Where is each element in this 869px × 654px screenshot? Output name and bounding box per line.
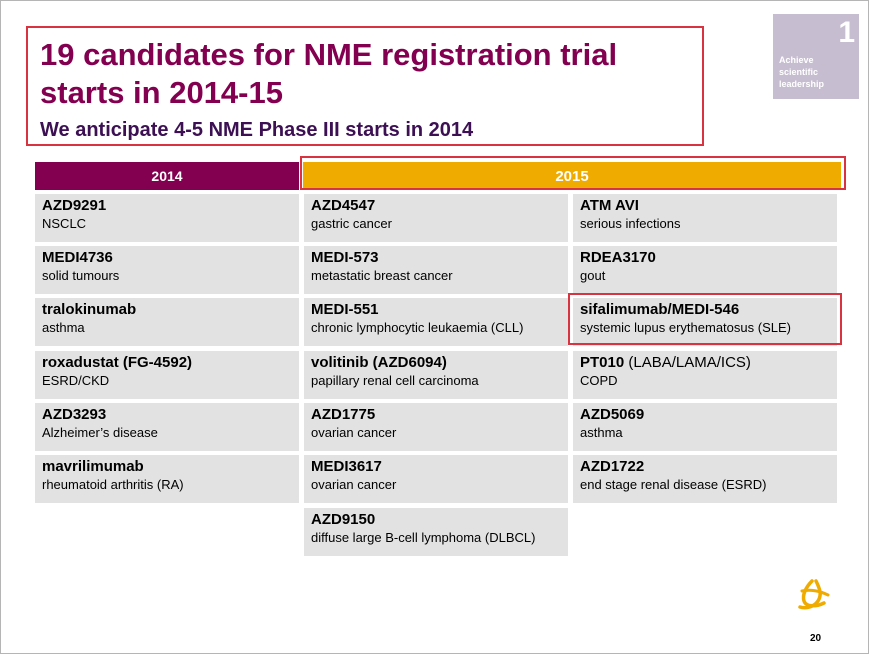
astrazeneca-logo-icon [796,577,832,613]
pipeline-cell [573,403,837,451]
indication: rheumatoid arthritis (RA) [42,477,184,492]
drug-name: MEDI4736 [42,249,113,266]
page-number: 20 [810,633,822,644]
drug-name: mavrilimumab [42,458,144,475]
pipeline-cell [573,246,837,294]
indication: asthma [42,320,85,335]
indication: Alzheimer’s disease [42,425,158,440]
drug-name: AZD1775 [311,406,376,423]
badge-text: Achieve scientific leadership [779,55,825,89]
header-2015: 2015 [303,162,841,190]
pipeline-cell [304,194,568,242]
section-badge [773,14,859,99]
drug-name-suffix: (LABA/LAMA/ICS) [624,354,751,371]
drug-name: roxadustat (FG-4592) [42,354,193,371]
pipeline-cell [304,246,568,294]
drug-name: AZD9291 [42,197,107,214]
drug-name: tralokinumab [42,301,137,318]
indication: metastatic breast cancer [311,268,453,283]
pipeline-cell [35,351,299,399]
indication: ESRD/CKD [42,373,110,388]
pipeline-cell [35,298,299,346]
badge-number: 1 [838,16,855,49]
pipeline-cell [35,403,299,451]
drug-name-bold: PT010 [580,354,625,371]
drug-name: AZD3293 [42,406,107,423]
sifalimumab-highlight-box [568,293,842,345]
pipeline-cell [573,194,837,242]
pipeline-cell [304,403,568,451]
indication: gastric cancer [311,216,392,231]
header-2014: 2014 [35,162,299,190]
indication: ovarian cancer [311,477,397,492]
drug-name: AZD1722 [580,458,645,475]
indication: solid tumours [42,268,120,283]
indication: NSCLC [42,216,87,231]
pipeline-cell [304,351,568,399]
slide-subtitle: We anticipate 4-5 NME Phase III starts in 2014 [40,119,474,141]
pipeline-cell [573,455,837,503]
indication: asthma [580,425,623,440]
pipeline-cell [304,508,568,556]
drug-name: MEDI3617 [311,458,382,475]
pipeline-cell [35,194,299,242]
indication: gout [580,268,606,283]
pipeline-cell [304,455,568,503]
drug-name: MEDI-551 [311,301,379,318]
drug-name: RDEA3170 [580,249,656,266]
indication: end stage renal disease (ESRD) [580,477,767,492]
drug-name: volitinib (AZD6094) [311,354,447,371]
drug-name: sifalimumab/MEDI-546 [580,301,740,318]
drug-name: MEDI-573 [311,249,379,266]
pipeline-cell [35,246,299,294]
indication: serious infections [580,216,681,231]
pipeline-cell [35,455,299,503]
indication: diffuse large B-cell lymphoma (DLBCL) [311,530,536,545]
drug-name [580,354,837,372]
indication: systemic lupus erythematosus (SLE) [580,320,791,335]
indication: chronic lymphocytic leukaemia (CLL) [311,320,524,335]
header-2015-highlight [300,156,846,190]
indication: papillary renal cell carcinoma [311,373,479,388]
pipeline-cell [304,298,568,346]
indication: COPD [580,373,618,388]
drug-name: AZD9150 [311,511,376,528]
pipeline-cell [573,351,837,399]
indication: ovarian cancer [311,425,397,440]
drug-name: AZD4547 [311,197,376,214]
drug-name: ATM AVI [580,197,639,214]
slide-title: 19 candidates for NME registration trial starts in 2014-15 [40,37,618,110]
drug-name: AZD5069 [580,406,645,423]
